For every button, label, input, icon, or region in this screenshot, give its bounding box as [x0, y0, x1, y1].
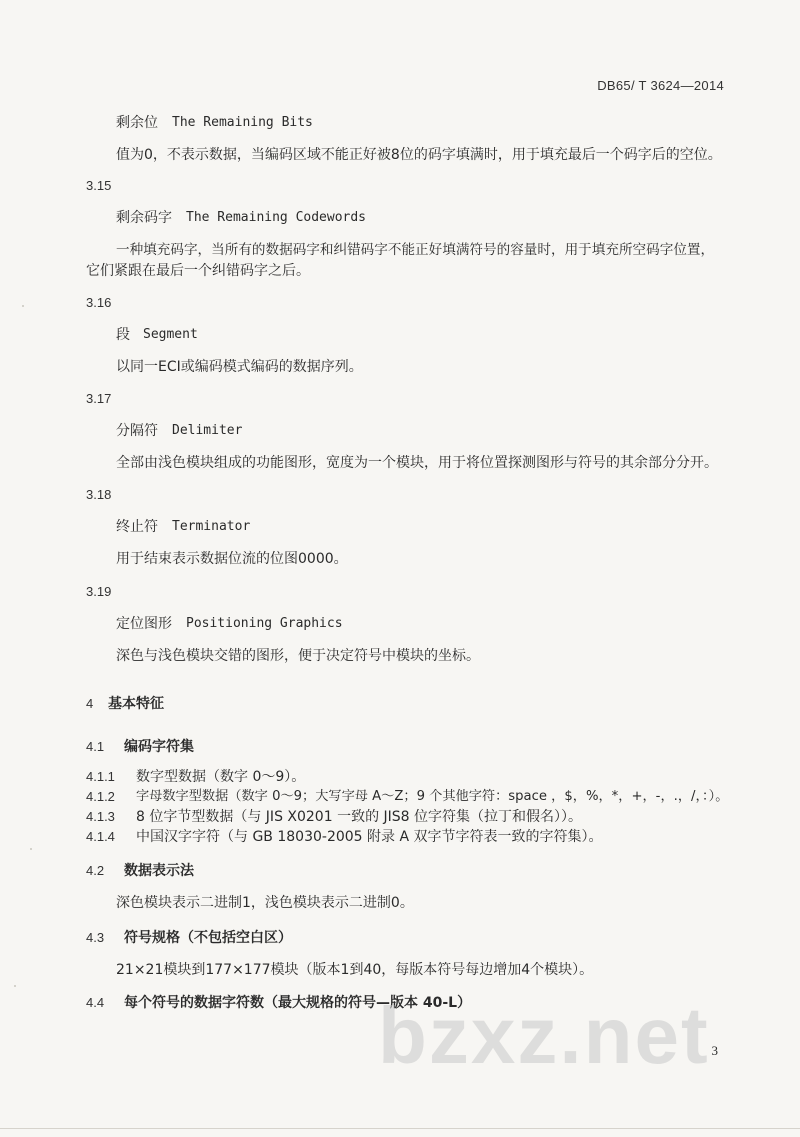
term-definition: 全部由浅色模块组成的功能图形，宽度为一个模块，用于将位置探测图形与符号的其余部分分开。	[116, 455, 718, 471]
term-title-cn: 终止符	[116, 519, 158, 535]
subsection-title: 编码字符集	[124, 739, 194, 755]
term-title-en: Segment	[143, 327, 198, 342]
subsection-number: 4.4	[86, 995, 105, 1010]
section-title: 基本特征	[108, 696, 164, 712]
term-title-cn: 分隔符	[116, 423, 158, 439]
term-definition: 用于结束表示数据位流的位图0000。	[116, 551, 348, 567]
item-text: 字母数字型数据（数字 0～9；大写字母 A～Z；9 个其他字符：space ，$，%，*，+，-，.，/，：）。	[136, 789, 729, 804]
subsection-title: 每个符号的数据字符数（最大规格的符号—版本 40-L）	[124, 995, 472, 1011]
term-definition: 深色与浅色模块交错的图形，便于决定符号中模块的坐标。	[116, 648, 480, 664]
item-text: 数字型数据（数字 0～9）。	[136, 769, 306, 785]
term-definition: 一种填充码字，当所有的数据码字和纠错码字不能正好填满符号的容量时，用于填充所空码字位置，	[116, 242, 715, 258]
scan-speck	[30, 848, 32, 850]
clause-number: 3.19	[86, 584, 112, 599]
subsection-title: 数据表示法	[124, 863, 194, 879]
subsection-number: 4.1	[86, 739, 105, 754]
term-definition: 以同一ECI或编码模式编码的数据序列。	[116, 359, 363, 375]
term-title-en: Delimiter	[172, 423, 243, 438]
subsection-title: 符号规格（不包括空白区）	[124, 930, 292, 946]
clause-number: 3.16	[86, 295, 112, 310]
subsection-number: 4.2	[86, 863, 105, 878]
term-title-cn: 段	[116, 327, 130, 343]
page-number: 3	[711, 1043, 718, 1058]
item-text: 8 位字节型数据（与 JIS X0201 一致的 JIS8 位字符集（拉丁和假名））。	[136, 809, 583, 825]
item-number: 4.1.2	[86, 789, 115, 804]
page-edge-line	[0, 1128, 800, 1129]
term-title-cn: 定位图形	[116, 616, 172, 632]
term-title-en: Terminator	[172, 519, 251, 534]
term-definition: 值为0，不表示数据，当编码区域不能正好被8位的码字填满时，用于填充最后一个码字后的空位。	[116, 147, 722, 163]
subsection-number: 4.3	[86, 930, 105, 945]
term-title-cn: 剩余码字	[116, 210, 172, 226]
section-number: 4	[86, 696, 94, 711]
scan-speck	[14, 985, 16, 987]
paragraph: 深色模块表示二进制1，浅色模块表示二进制0。	[116, 895, 414, 911]
clause-number: 3.18	[86, 487, 112, 502]
clause-number: 3.17	[86, 391, 112, 406]
item-number: 4.1.4	[86, 829, 115, 844]
term-title-en: The Remaining Codewords	[186, 210, 367, 225]
term-definition-continued: 它们紧跟在最后一个纠错码字之后。	[86, 263, 310, 279]
scan-speck	[22, 305, 24, 307]
clause-number: 3.15	[86, 178, 112, 193]
term-title-cn: 剩余位	[116, 115, 158, 131]
item-text: 中国汉字字符（与 GB 18030-2005 附录 A 双字节字符表一致的字符集）。	[136, 829, 603, 845]
term-title-en: Positioning Graphics	[186, 616, 343, 631]
watermark: bzxz.net	[378, 991, 710, 1080]
document-code: DB65/ T 3624—2014	[597, 78, 724, 93]
item-number: 4.1.3	[86, 809, 115, 824]
paragraph: 21×21模块到177×177模块（版本1到40，每版本符号每边增加4个模块）。	[116, 962, 594, 978]
item-number: 4.1.1	[86, 769, 115, 784]
term-title-en: The Remaining Bits	[172, 115, 313, 130]
